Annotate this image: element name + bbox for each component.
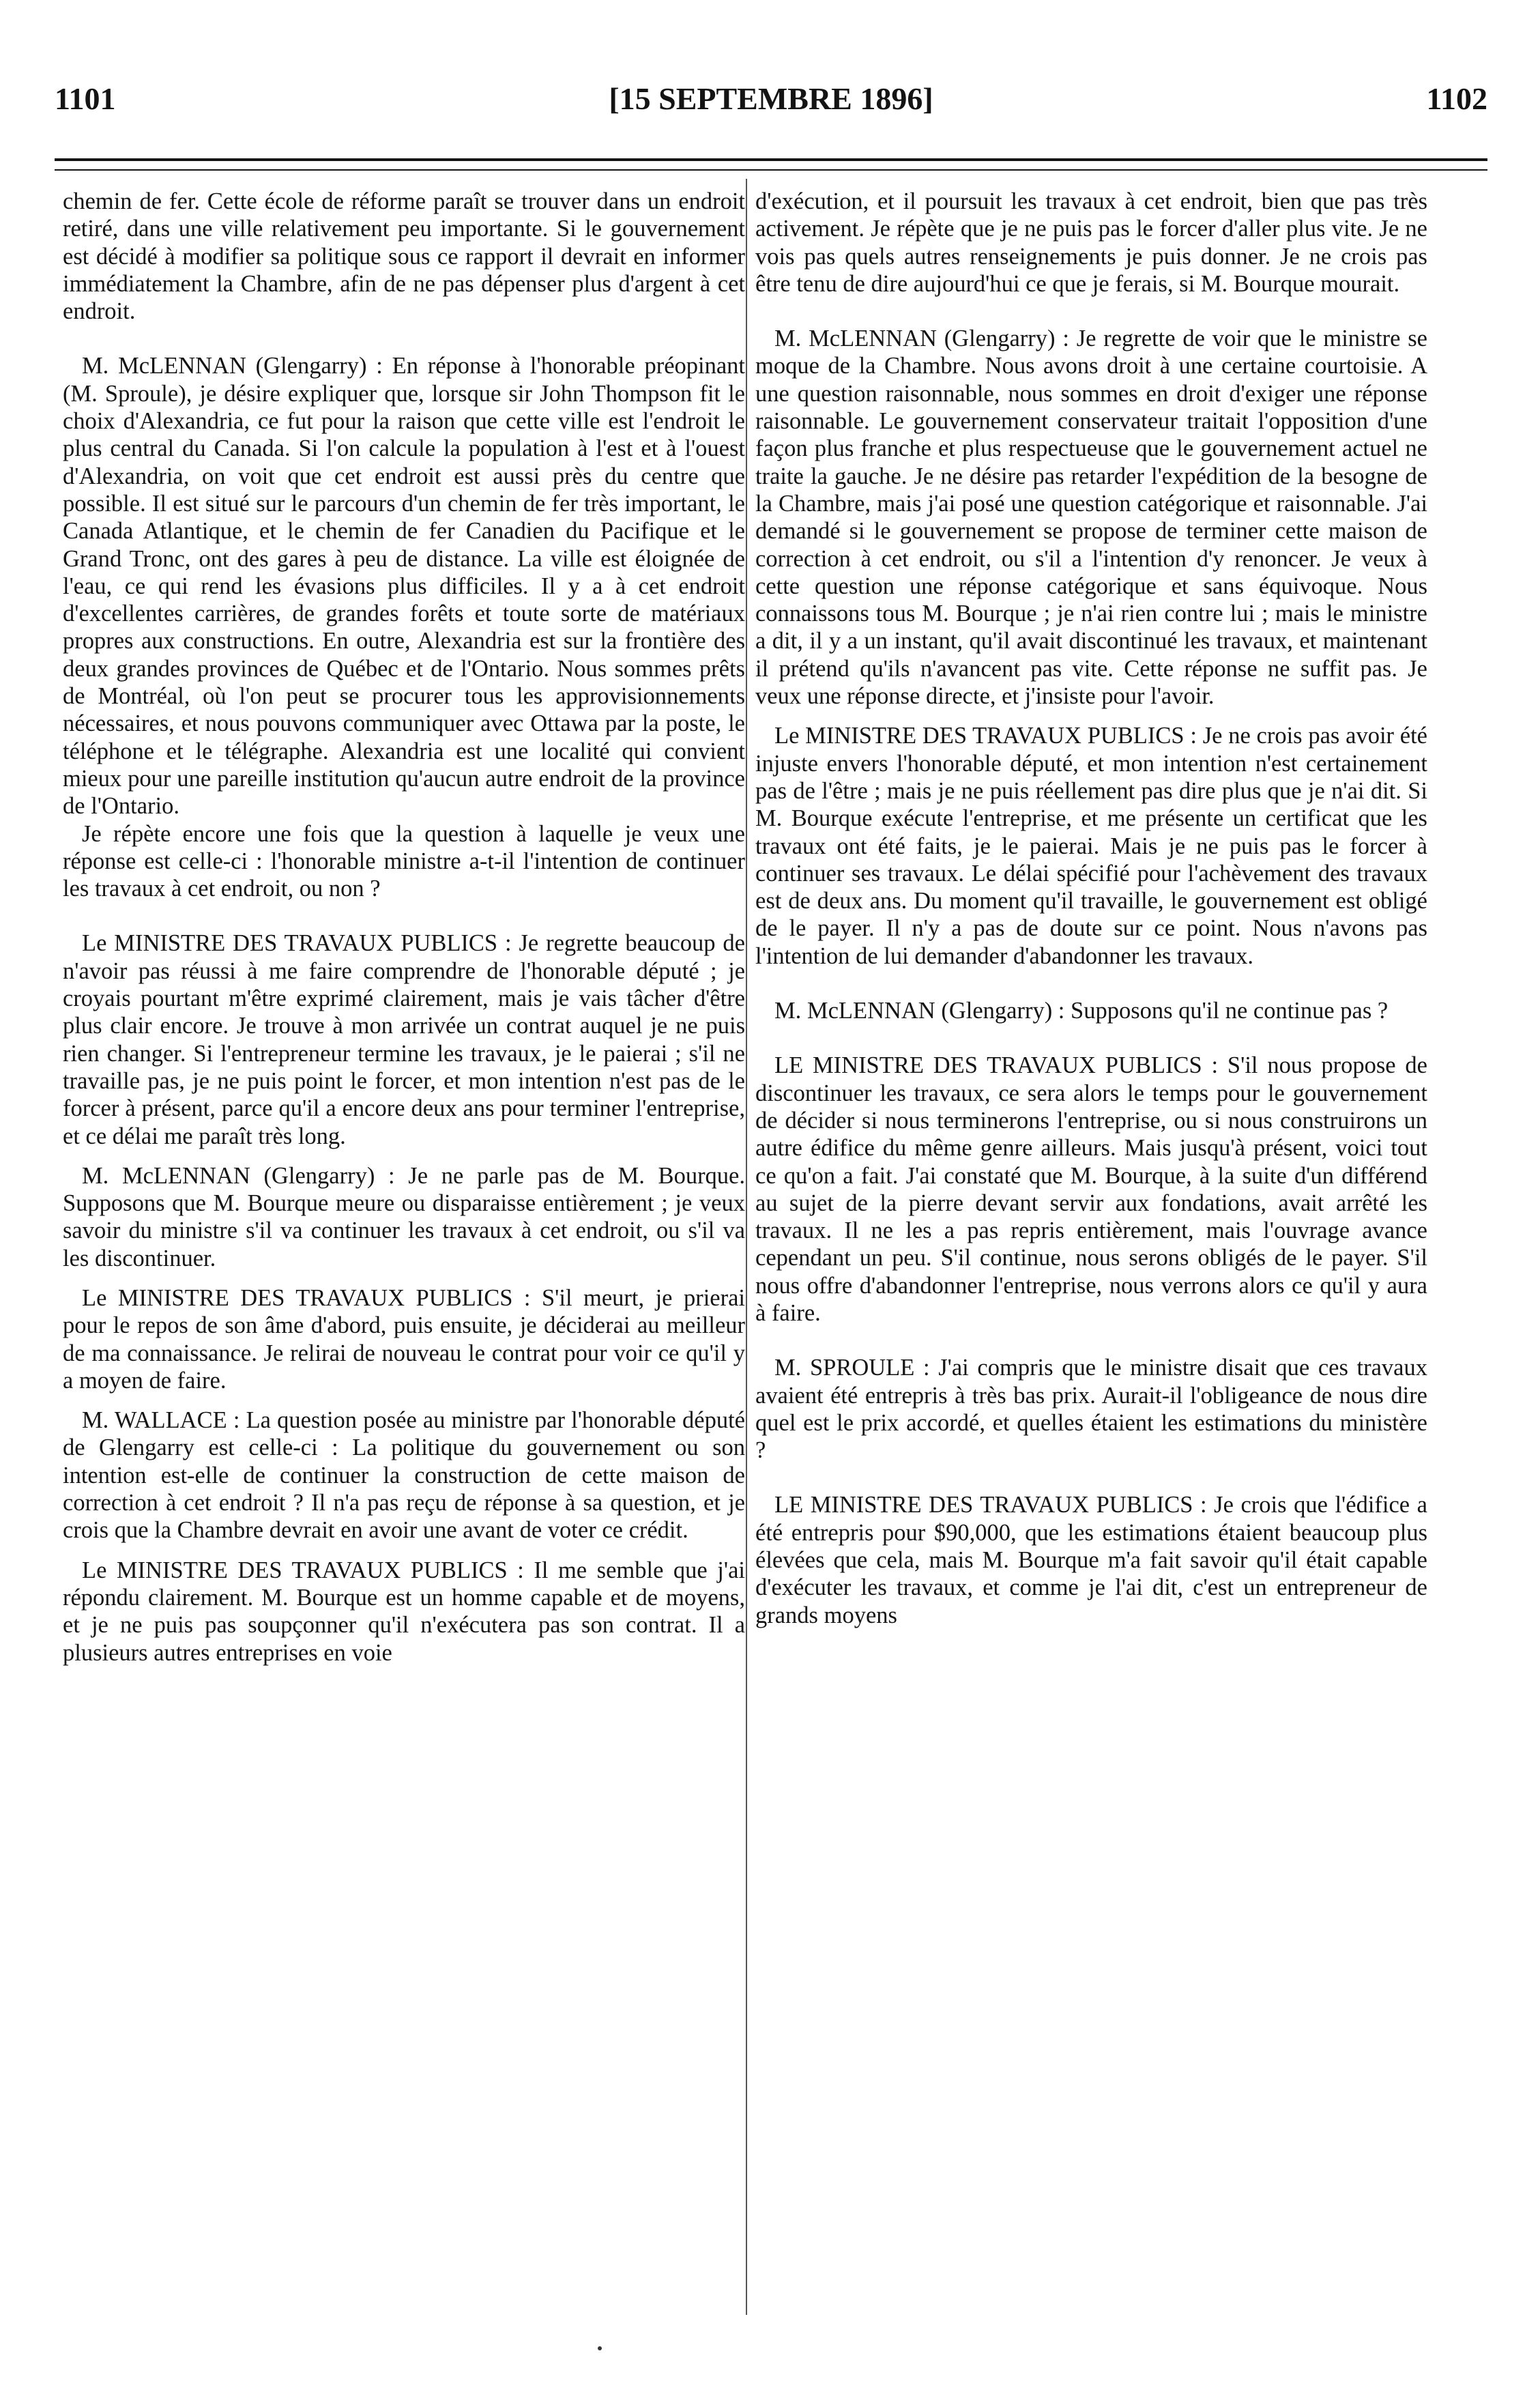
page-header bbox=[55, 81, 1487, 121]
right-column bbox=[755, 188, 1427, 1629]
paragraph: M. WALLACE : La question posée au ministre par l'honorable député de Glengarry est celle-ci : La politique du gouvernement ou son intention est-elle de continuer la construction de cette maison de correction à cet endroit ? Il n'a pas reçu de réponse à sa question, et je crois que la Chambre devrait en avoir une avant de voter ce crédit. bbox=[63, 1407, 745, 1544]
paragraph: Je répète encore une fois que la question à laquelle je veux une réponse est celle-ci : l'honorable ministre a-t-il l'intention de continuer les travaux à cet endroit, ou non ? bbox=[63, 820, 745, 902]
header-date: [15 SEPTEMBRE 1896] bbox=[609, 81, 933, 116]
header-rule-thick bbox=[55, 158, 1487, 161]
paragraph: d'exécution, et il poursuit les travaux à cet endroit, bien que pas très activement. Je répète que je ne puis pas le forcer d'aller plus vite. Je ne vois pas quels autres renseignements je puis donner. Je ne crois pas être tenu de dire aujourd'hui ce que je ferais, si M. Bourque mourait. bbox=[755, 188, 1427, 297]
paragraph: LE MINISTRE DES TRAVAUX PUBLICS : Je crois que l'édifice a été entrepris pour $90,000, que les estimations étaient beaucoup plus élevées que cela, mais M. Bourque m'a fait savoir qu'il était capable d'exécuter les travaux, et comme je l'ai dit, c'est un entrepreneur de grands moyens bbox=[755, 1492, 1427, 1628]
paragraph: M. McLENNAN (Glengarry) : Je regrette de voir que le ministre se moque de la Chambre. Nous avons droit à une certaine courtoisie. A une question raisonnable, nous sommes en droit d'exiger une réponse raisonnable. Le gouvernement conservateur traitait l'opposition d'une façon plus franche et plus respectueuse que le gouvernement actuel ne traite la gauche. Je ne désire pas retarder l'expédition de la besogne de la Chambre, mais j'ai posé une question catégorique et raisonnable. J'ai demandé si le gouvernement se propose de terminer cette maison de correction à cet endroit, ou s'il a l'intention d'y renoncer. Je veux à cette question une réponse catégorique et sans équivoque. Nous connaissons tous M. Bourque ; je n'ai rien contre lui ; mais le ministre a dit, il y a un instant, qu'il avait discontinué les travaux, et maintenant il prétend qu'ils n'avancent pas vite. Cette réponse ne suffit pas. Je veux une réponse directe, et j'insiste pour l'avoir. bbox=[755, 326, 1427, 710]
page-number-right: 1102 bbox=[1426, 81, 1487, 116]
paragraph: M. McLENNAN (Glengarry) : En réponse à l'honorable préopinant (M. Sproule), je désire expliquer que, lorsque sir John Thompson fit le choix d'Alexandria, ce fut pour la raison que cette ville est l'endroit le plus central du Canada. Si l'on calcule la population à l'est et à l'ouest d'Alexandria, on voit que cet endroit est aussi près du centre que possible. Il est situé sur le parcours d'un chemin de fer très important, le Canada Atlantique, et le chemin de fer Canadien du Pacifique et le Grand Tronc, ont des gares à peu de distance. La ville est éloignée de l'eau, ce qui rend les évasions plus difficiles. Il y a à cet endroit d'excellentes carrières, de grandes forêts et toute sorte de matériaux propres aux constructions. En outre, Alexandria est sur la frontière des deux grandes provinces de Québec et de l'Ontario. Nous sommes prêts de Montréal, où l'on peut se procurer tous les approvisionnements nécessaires, et nous pouvons communiquer avec Ottawa par la poste, le téléphone et le télégraphe. Alexandria est une localité qui convient mieux pour une pareille institution qu'aucun autre endroit de la province de l'Ontario. bbox=[63, 353, 745, 820]
paragraph: Le MINISTRE DES TRAVAUX PUBLICS : Je regrette beaucoup de n'avoir pas réussi à me faire comprendre de l'honorable député ; je croyais pourtant m'être exprimé clairement, mais je vais tâcher d'être plus clair encore. Je trouve à mon arrivée un contrat auquel je ne puis rien changer. Si l'entrepreneur termine les travaux, je le paierai ; s'il ne travaille pas, je ne puis point le forcer, et mon intention n'est pas de le forcer à présent, parce qu'il a encore deux ans pour terminer l'entreprise, et ce délai me paraît très long. bbox=[63, 930, 745, 1149]
paragraph: M. SPROULE : J'ai compris que le ministre disait que ces travaux avaient été entrepris à très bas prix. Aurait-il l'obligeance de nous dire quel est le prix accordé, et quelles étaient les estimations du ministère ? bbox=[755, 1355, 1427, 1464]
print-speck bbox=[598, 2346, 602, 2350]
left-column bbox=[63, 188, 745, 1667]
column-divider bbox=[746, 179, 747, 2315]
paragraph: M. McLENNAN (Glengarry) : Je ne parle pas de M. Bourque. Supposons que M. Bourque meure ou disparaisse entièrement ; je veux savoir du ministre s'il va continuer les travaux à cet endroit, ou s'il va les discontinuer. bbox=[63, 1162, 745, 1271]
page-number-left: 1101 bbox=[55, 81, 116, 116]
paragraph: Le MINISTRE DES TRAVAUX PUBLICS : Il me semble que j'ai répondu clairement. M. Bourque est un homme capable et de moyens, et je ne puis pas soupçonner qu'il n'exécutera pas son contrat. Il a plusieurs autres entreprises en voie bbox=[63, 1557, 745, 1666]
paragraph: LE MINISTRE DES TRAVAUX PUBLICS : S'il nous propose de discontinuer les travaux, ce sera alors le temps pour le gouvernement de décider si nous terminerons l'entreprise, ou si nous construirons un autre édifice du même genre ailleurs. Mais jusqu'à présent, voici tout ce qu'on a fait. J'ai constaté que M. Bourque, à la suite d'un différend au sujet de la pierre devant servir aux fondations, avait arrêté les travaux. Il ne les a pas repris entièrement, mais l'ouvrage avance cependant un peu. S'il continue, nous serons obligés de le payer. S'il nous offre d'abandonner l'entreprise, nous verrons alors ce qu'il y aura à faire. bbox=[755, 1052, 1427, 1326]
header-rule-thin bbox=[55, 169, 1487, 171]
paragraph: M. McLENNAN (Glengarry) : Supposons qu'il ne continue pas ? bbox=[774, 998, 1389, 1024]
paragraph: Le MINISTRE DES TRAVAUX PUBLICS : S'il meurt, je prierai pour le repos de son âme d'abord, puis ensuite, je déciderai au meilleur de ma connaissance. Je relirai de nouveau le contrat pour voir ce qu'il y a moyen de faire. bbox=[63, 1284, 745, 1394]
paragraph: chemin de fer. Cette école de réforme paraît se trouver dans un endroit retiré, dans une ville relativement peu importante. Si le gouvernement est décidé à modifier sa politique sous ce rapport il devrait en informer immédiatement la Chambre, afin de ne pas dépenser plus d'argent à cet endroit. bbox=[63, 188, 745, 325]
paragraph: Le MINISTRE DES TRAVAUX PUBLICS : Je ne crois pas avoir été injuste envers l'honorable député, et mon intention n'est certainement pas de l'être ; mais je ne puis réellement pas dire plus que je n'ai dit. Si M. Bourque exécute l'entreprise, et me présente un certificat que les travaux ont été faits, je le paierai. Mais je ne puis pas le forcer à continuer ses travaux. Le délai spécifié pour l'achèvement des travaux est de deux ans. Du moment qu'il travaille, le gouvernement est obligé de le payer. Il n'y a pas de doute sur ce point. Nous n'avons pas l'intention de lui demander d'abandonner les travaux. bbox=[755, 723, 1427, 969]
